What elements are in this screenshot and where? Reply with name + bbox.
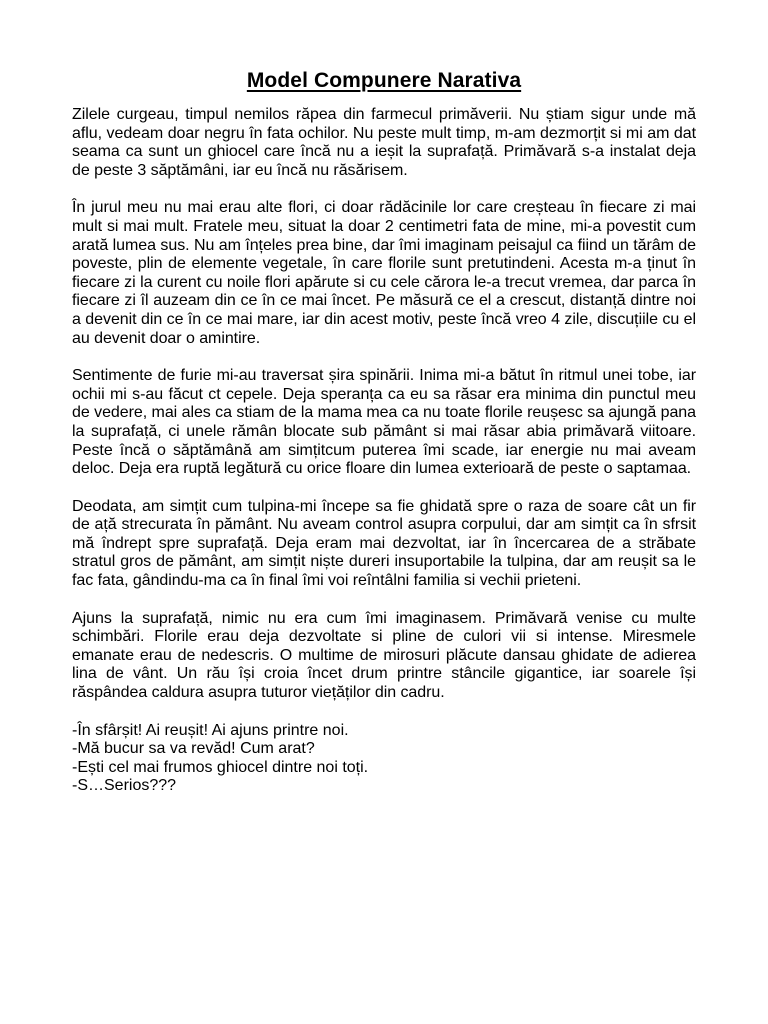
dialogue-line: -Mă bucur sa va revăd! Cum arat? xyxy=(72,740,315,758)
document-page xyxy=(72,66,696,796)
dialogue-line: -Ești cel mai frumos ghiocel dintre noi toți. xyxy=(72,758,369,776)
paragraph-5: Ajuns la suprafață, nimic nu era cum îmi imaginasem. Primăvară venise cu multe schimbări. Florile erau deja dezvoltate si pline de culori vii si intense. Miresmele emanate erau de nedescris. O multime de mirosuri plăcute dansau ghidate de adierea lina de vânt. Un rău își croia încet drum printre stâncile gigantice, iar soarele își răspândea caldura asupra tuturor viețăților din cadru. xyxy=(72,609,696,702)
paragraph-4: Deodata, am simțit cum tulpina-mi începe sa fie ghidată spre o raza de soare cât un fir de ață strecurata în pământ. Nu aveam control asupra corpului, dar am simțit ca în sfrsit mă îndrept spre suprafață. Deja eram mai dezvoltat, iar în încercarea de a străbate stratul gros de pământ, am simțit niște dureri insuportabile la tulpina, dar am reușit sa le fac fata, gândindu-ma ca în final îmi voi reîntâlni familia si vechii prieteni. xyxy=(72,497,696,590)
paragraph-1: Zilele curgeau, timpul nemilos răpea din farmecul primăverii. Nu știam sigur unde mă aflu, vedeam doar negru în fata ochilor. Nu peste mult timp, m-am dezmorțit si mi am dat seama ca sunt un ghiocel care încă nu a ieșit la suprafață. Primăvară s-a instalat deja de peste 3 săptămâni, iar eu încă nu răsărisem. xyxy=(72,106,696,179)
dialogue-list xyxy=(72,722,696,796)
document-title: Model Compunere Narativa xyxy=(246,69,522,92)
dialogue-line: -S…Serios??? xyxy=(72,777,177,795)
paragraph-3: Sentimente de furie mi-au traversat șira spinării. Inima mi-a bătut în ritmul unei tobe, iar ochii mi s-au făcut ct cepele. Deja speranța ca eu sa răsar era minima din punctul meu de vedere, mai ales ca stiam de la mama mea ca nu toate florile reușesc sa ajungă pana la suprafață, ci unele rămân blocate sub pământ si mai răsar abia primăvară viitoare. Peste încă o săptămână am simțitcum puterea îmi scade, iar energie nu mai aveam deloc. Deja era ruptă legătură cu orice floare din lumea exterioară de peste o saptamaa. xyxy=(72,367,696,478)
paragraph-2: În jurul meu nu mai erau alte flori, ci doar rădăcinile lor care creșteau în fiecare zi mai mult si mai mult. Fratele meu, situat la doar 2 centimetri fata de mine, mi-a povestit cum arată lumea sus. Nu am înțeles prea bine, dar îmi imaginam peisajul ca fiind un tărâm de poveste, plin de elemente vegetale, în care florile sunt pretutindeni. Acesta m-a ținut în fiecare zi la curent cu noile flori apărute si cu cele cărora le-a trecut vremea, dar parca în fiecare zi îl auzeam din ce în ce mai încet. Pe măsură ce el a crescut, distanță dintre noi a devenit din ce în ce mai mare, iar din acest motiv, peste încă vreo 4 zile, discuțiile cu el au devenit doar o amintire. xyxy=(72,199,696,347)
dialogue-line: -În sfârșit! Ai reușit! Ai ajuns printre noi. xyxy=(72,721,349,739)
